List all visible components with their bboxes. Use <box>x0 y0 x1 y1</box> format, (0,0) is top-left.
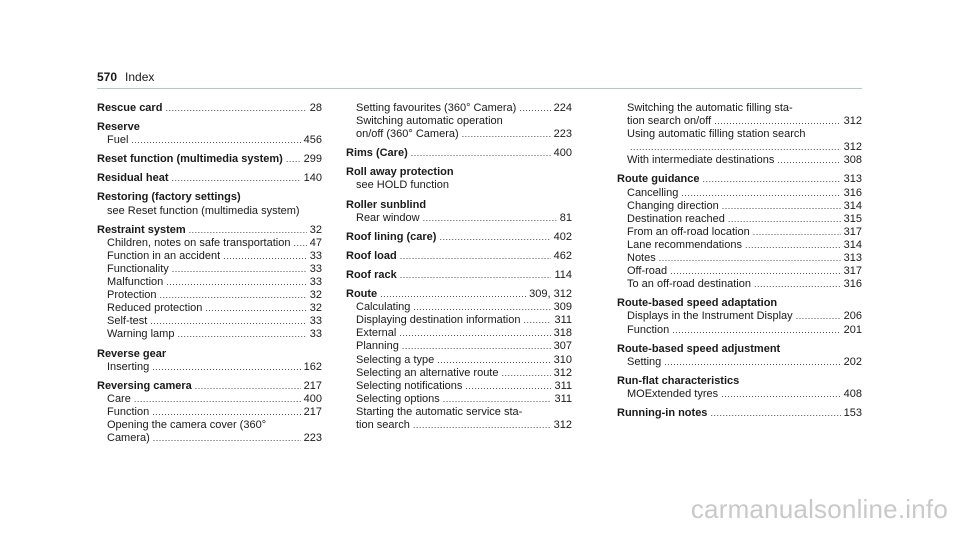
dot-leader <box>754 278 841 291</box>
index-heading-page: 402 <box>553 230 572 243</box>
dot-leader <box>423 212 557 225</box>
index-heading <box>346 147 572 160</box>
index-subentry <box>107 276 322 289</box>
dot-leader <box>152 406 300 419</box>
index-subentry <box>107 250 322 263</box>
dot-leader <box>519 102 550 115</box>
index-subentry <box>356 102 572 115</box>
index-subentry-page: 310 <box>553 353 572 366</box>
index-heading-text: Rescue card <box>97 102 163 114</box>
dot-leader <box>195 380 301 393</box>
index-subentry-page: 206 <box>843 310 862 323</box>
index-subentry-text: From an off-road location <box>627 225 750 238</box>
index-column-1 <box>97 102 322 445</box>
index-heading-text: Roof lining (care) <box>346 230 437 243</box>
dot-leader <box>160 289 307 302</box>
index-heading <box>346 288 572 301</box>
index-subentries <box>617 102 862 167</box>
index-heading <box>97 172 322 185</box>
index-heading-page: 28 <box>309 102 322 114</box>
index-subentries <box>97 134 322 147</box>
dot-leader <box>728 213 841 226</box>
dot-leader <box>710 407 840 420</box>
index-heading <box>346 269 572 282</box>
index-subentry <box>627 324 862 337</box>
index-subentry <box>356 367 572 380</box>
index-subentry-page: 33 <box>309 328 322 341</box>
dot-leader <box>753 226 841 239</box>
index-heading-text: Reversing camera <box>97 379 192 392</box>
index-heading-text: Run-flat characteristics <box>617 374 740 387</box>
index-subentries <box>97 361 322 374</box>
index-subentry-page: 408 <box>843 387 862 400</box>
index-entry <box>617 343 862 369</box>
index-subentry-page: 317 <box>843 225 862 238</box>
index-heading-page: 299 <box>303 153 322 166</box>
index-subentry <box>107 406 322 419</box>
index-subentries <box>617 187 862 292</box>
index-entry <box>97 348 322 374</box>
index-subentry-text: Using automatic filling station search <box>627 128 806 141</box>
index-subentry-text: Inserting <box>107 360 150 373</box>
index-subentry-text: tion search <box>356 418 410 431</box>
index-subentry <box>107 328 322 341</box>
dot-leader <box>205 302 306 315</box>
index-heading-page: 114 <box>554 268 572 281</box>
dot-leader <box>399 327 550 340</box>
index-heading-page: 462 <box>553 249 572 262</box>
index-subentry <box>107 432 322 445</box>
dot-leader <box>402 340 551 353</box>
index-subentry-text: Selecting an alternative route <box>356 366 499 379</box>
index-subentry-text: External <box>356 327 397 340</box>
dot-leader <box>439 231 550 244</box>
index-heading <box>617 343 862 356</box>
index-subentry-page: 201 <box>843 323 862 336</box>
index-entry <box>346 199 572 225</box>
index-subentry-text: Children, notes on safe transportation <box>107 236 291 249</box>
index-subentry <box>627 278 862 291</box>
index-subentry-text: Care <box>107 392 131 405</box>
index-subentry-text: Selecting notifications <box>356 379 463 392</box>
dot-leader <box>501 367 550 380</box>
index-subentry-text: Planning <box>356 340 399 353</box>
index-entry <box>97 102 322 115</box>
index-subentry-text: Switching automatic operation <box>356 115 503 128</box>
index-entry <box>97 380 322 445</box>
index-subentry <box>107 302 322 315</box>
index-heading-text: Reserve <box>97 121 140 134</box>
index-subentry-text: Malfunction <box>107 276 164 289</box>
dot-leader <box>462 128 551 141</box>
index-subentry-page: 308 <box>843 154 862 167</box>
index-subentry <box>627 154 862 167</box>
dot-leader <box>153 432 301 445</box>
index-subentry-page: 202 <box>843 355 862 368</box>
index-heading-page: 313 <box>843 173 862 186</box>
index-subentries <box>97 237 322 342</box>
index-subentry-page: 315 <box>843 212 862 225</box>
index-heading-text: Residual heat <box>97 172 169 185</box>
index-subentry-page: 33 <box>309 249 322 262</box>
index-entry <box>617 375 862 401</box>
index-subentries <box>97 393 322 445</box>
dot-leader <box>177 328 306 341</box>
index-subentry <box>356 128 572 141</box>
index-entry <box>346 231 572 244</box>
index-entry <box>617 407 862 420</box>
section-title: Index <box>125 70 155 84</box>
index-subentry <box>627 265 862 278</box>
index-subentry-page: 223 <box>303 432 322 445</box>
index-entry <box>97 191 322 217</box>
index-entry <box>346 288 572 432</box>
index-heading-text: Roof load <box>346 249 397 262</box>
index-column-2 <box>346 102 572 432</box>
index-heading-text: Route-based speed adaptation <box>617 297 778 310</box>
index-subentry-text: Rear window <box>356 211 420 224</box>
dot-leader <box>777 154 840 167</box>
dot-leader <box>721 388 841 401</box>
index-subentry <box>356 406 572 419</box>
index-subentry <box>627 356 862 369</box>
index-subentries <box>617 310 862 336</box>
index-subentry <box>627 115 862 128</box>
index-subentry-text: Lane recommendations <box>627 238 742 251</box>
dot-leader <box>681 187 840 200</box>
index-subentry-page: 316 <box>843 278 862 291</box>
index-subentry-page: 33 <box>309 262 322 275</box>
index-subentry-page: 311 <box>554 379 572 392</box>
index-subentry-text: MOExtended tyres <box>627 387 719 400</box>
index-subentry-page: 311 <box>554 392 572 405</box>
index-subentry <box>356 419 572 432</box>
index-subentry-text: Self-test <box>107 315 148 328</box>
dot-leader <box>150 315 306 328</box>
index-subentry-text: tion search on/off <box>627 115 712 128</box>
index-heading-text: Route guidance <box>617 173 700 186</box>
header-divider <box>97 88 862 89</box>
index-subentry <box>107 205 322 218</box>
index-subentry-text: Setting favourites (360° Camera) <box>356 102 517 114</box>
index-heading <box>617 297 862 310</box>
index-subentry <box>356 327 572 340</box>
dot-leader <box>670 265 840 278</box>
index-subentry <box>356 380 572 393</box>
index-subentry <box>107 361 322 374</box>
dot-leader <box>166 276 306 289</box>
index-subentry-text: on/off (360° Camera) <box>356 128 459 141</box>
index-subentry-text: Warning lamp <box>107 328 175 341</box>
index-subentry-page: 318 <box>553 327 572 340</box>
index-subentry-text: Function <box>627 323 670 336</box>
index-subentries <box>97 205 322 218</box>
index-subentry <box>627 128 862 141</box>
index-entry <box>617 297 862 336</box>
index-heading-text: Rims (Care) <box>346 147 408 160</box>
dot-leader <box>437 354 550 367</box>
page-number: 570 <box>97 70 118 84</box>
index-subentry-page: 312 <box>553 366 572 379</box>
index-heading <box>97 121 322 134</box>
index-entry <box>346 147 572 160</box>
index-subentry-text: Changing direction <box>627 199 719 212</box>
index-subentry <box>356 393 572 406</box>
index-heading <box>617 407 862 420</box>
index-subentry-page: 32 <box>309 289 322 302</box>
index-heading-text: Roll away protection <box>346 166 454 179</box>
index-heading <box>97 153 322 166</box>
index-subentry-text: Destination reached <box>627 212 725 225</box>
dot-leader <box>443 393 552 406</box>
dot-leader <box>703 173 841 186</box>
index-subentry <box>627 200 862 213</box>
index-heading-text: Restoring (factory settings) <box>97 191 241 204</box>
watermark: carmanualsonline.info <box>690 494 948 524</box>
index-heading-text: Restraint system <box>97 223 186 236</box>
index-heading-page: 309, 312 <box>529 288 572 301</box>
index-column-3 <box>617 102 862 420</box>
index-subentry-page: 81 <box>559 211 572 224</box>
index-subentry <box>627 310 862 323</box>
index-entry <box>346 269 572 282</box>
index-subentry-page: 224 <box>553 102 572 114</box>
index-subentry <box>107 134 322 147</box>
index-entry <box>617 102 862 167</box>
index-subentry <box>107 289 322 302</box>
index-subentry <box>356 354 572 367</box>
index-subentry-text: Fuel <box>107 134 129 147</box>
dot-leader <box>172 172 301 185</box>
index-heading <box>346 250 572 263</box>
index-subentry-page: 313 <box>843 252 862 265</box>
dot-leader <box>672 324 840 337</box>
index-heading-text: Running-in notes <box>617 406 708 419</box>
index-subentry-text: see HOLD function <box>356 179 449 192</box>
dot-leader <box>630 141 841 154</box>
index-subentry-text: Protection <box>107 289 157 302</box>
index-subentry-page: 162 <box>303 360 322 373</box>
index-heading <box>97 348 322 361</box>
index-entry <box>97 121 322 147</box>
index-heading-text: Reset function (multimedia system) <box>97 153 283 166</box>
index-subentry-page: 456 <box>303 134 322 147</box>
index-subentry-page: 217 <box>303 405 322 418</box>
dot-leader <box>380 288 526 301</box>
dot-leader <box>131 134 300 147</box>
index-subentry <box>356 212 572 225</box>
dot-leader <box>413 419 551 432</box>
dot-leader <box>172 263 307 276</box>
index-heading-page: 400 <box>553 147 572 160</box>
index-subentry-text: Function <box>107 405 150 418</box>
index-subentry-text: With intermediate destinations <box>627 154 775 167</box>
dot-leader <box>165 102 306 115</box>
index-subentry-page: 317 <box>843 265 862 278</box>
index-subentry-text: Reduced protection <box>107 302 203 315</box>
index-subentry <box>107 263 322 276</box>
index-subentries <box>617 356 862 369</box>
dot-leader <box>400 250 551 263</box>
index-subentry-page: 32 <box>309 302 322 315</box>
index-entry <box>617 173 862 291</box>
index-heading <box>617 375 862 388</box>
index-heading <box>97 380 322 393</box>
dot-leader <box>134 393 301 406</box>
index-subentry-page: 312 <box>843 115 862 128</box>
index-subentry-text: Functionality <box>107 262 169 275</box>
index-heading <box>617 173 862 186</box>
index-heading <box>97 102 322 115</box>
dot-leader <box>152 361 300 374</box>
index-entry <box>97 224 322 342</box>
index-subentry-page: 314 <box>843 199 862 212</box>
dot-leader <box>293 237 306 250</box>
dot-leader <box>796 310 841 323</box>
index-entry <box>346 102 572 141</box>
dot-leader <box>465 380 551 393</box>
index-subentry-page: 312 <box>553 418 572 431</box>
index-subentry-page: 223 <box>553 128 572 141</box>
index-subentry-page: 33 <box>309 276 322 289</box>
index-subentries <box>346 179 572 192</box>
index-subentry <box>627 187 862 200</box>
index-heading-text: Roof rack <box>346 268 397 281</box>
index-subentry <box>627 102 862 115</box>
index-heading-text: Roller sunblind <box>346 198 427 211</box>
index-subentry-text: see Reset function (multimedia system) <box>107 204 300 217</box>
index-heading-page: 217 <box>303 379 322 392</box>
index-entry <box>346 166 572 192</box>
index-heading-page: 32 <box>309 223 322 236</box>
index-subentry-page: 309 <box>553 301 572 314</box>
index-subentry-text: Camera) <box>107 432 150 445</box>
dot-leader <box>722 200 841 213</box>
index-subentry <box>627 141 862 154</box>
index-subentry-text: To an off-road destination <box>627 278 751 291</box>
dot-leader <box>413 301 550 314</box>
index-subentry <box>107 237 322 250</box>
index-heading <box>97 224 322 237</box>
index-heading-text: Route <box>346 288 378 301</box>
index-subentry <box>356 314 572 327</box>
index-subentry <box>107 315 322 328</box>
index-subentry <box>107 419 322 432</box>
dot-leader <box>664 356 840 369</box>
index-subentry-page: 307 <box>553 340 572 353</box>
index-subentry <box>627 226 862 239</box>
index-subentry-text: Selecting options <box>356 392 440 405</box>
index-heading <box>346 199 572 212</box>
dot-leader <box>659 252 841 265</box>
index-heading <box>346 231 572 244</box>
index-subentry-text: Calculating <box>356 301 411 314</box>
index-heading-text: Route-based speed adjustment <box>617 342 781 355</box>
dot-leader <box>189 224 307 237</box>
index-subentry-page: 33 <box>309 315 322 328</box>
page-header <box>97 70 154 84</box>
index-subentry <box>627 239 862 252</box>
index-subentry-page: 47 <box>309 236 322 249</box>
index-subentry-page: 316 <box>843 186 862 199</box>
index-subentry-page: 314 <box>843 238 862 251</box>
index-subentry-text: Notes <box>627 252 656 265</box>
index-heading-text: Reverse gear <box>97 347 167 360</box>
dot-leader <box>714 115 840 128</box>
index-subentry-text: Cancelling <box>627 186 679 199</box>
index-subentry-text: Off-road <box>627 265 668 278</box>
index-heading-page: 153 <box>843 406 862 419</box>
index-subentry-text: Starting the automatic service sta- <box>356 405 523 418</box>
dot-leader <box>523 314 551 327</box>
index-subentry <box>356 340 572 353</box>
index-subentry <box>627 388 862 401</box>
index-heading-page: 140 <box>303 172 322 185</box>
index-entry <box>97 172 322 185</box>
index-subentry <box>627 213 862 226</box>
index-subentry <box>356 115 572 128</box>
index-entry <box>346 250 572 263</box>
index-heading <box>97 191 322 204</box>
index-heading <box>346 166 572 179</box>
index-subentry-text: Displays in the Instrument Display <box>627 310 793 323</box>
index-subentry <box>356 179 572 192</box>
dot-leader <box>400 269 552 282</box>
dot-leader <box>745 239 841 252</box>
index-subentry-text: Setting <box>627 355 662 368</box>
index-subentry-text: Function in an accident <box>107 249 221 262</box>
dot-leader <box>223 250 307 263</box>
index-subentry-text: Opening the camera cover (360° <box>107 418 267 431</box>
index-subentry <box>627 252 862 265</box>
index-subentry-page: 400 <box>303 392 322 405</box>
index-subentry-page: 311 <box>554 314 572 327</box>
index-subentries <box>617 388 862 401</box>
index-subentries <box>346 301 572 432</box>
index-subentry-text: Switching the automatic filling sta- <box>627 102 793 114</box>
index-subentry-page: 312 <box>843 141 862 154</box>
index-subentry <box>107 393 322 406</box>
index-subentry-text: Displaying destination information <box>356 314 521 327</box>
index-entry <box>97 153 322 166</box>
dot-leader <box>286 153 301 166</box>
index-subentries <box>346 212 572 225</box>
index-subentry-text: Selecting a type <box>356 353 435 366</box>
dot-leader <box>411 147 551 160</box>
index-subentry <box>356 301 572 314</box>
index-subentries <box>346 102 572 141</box>
